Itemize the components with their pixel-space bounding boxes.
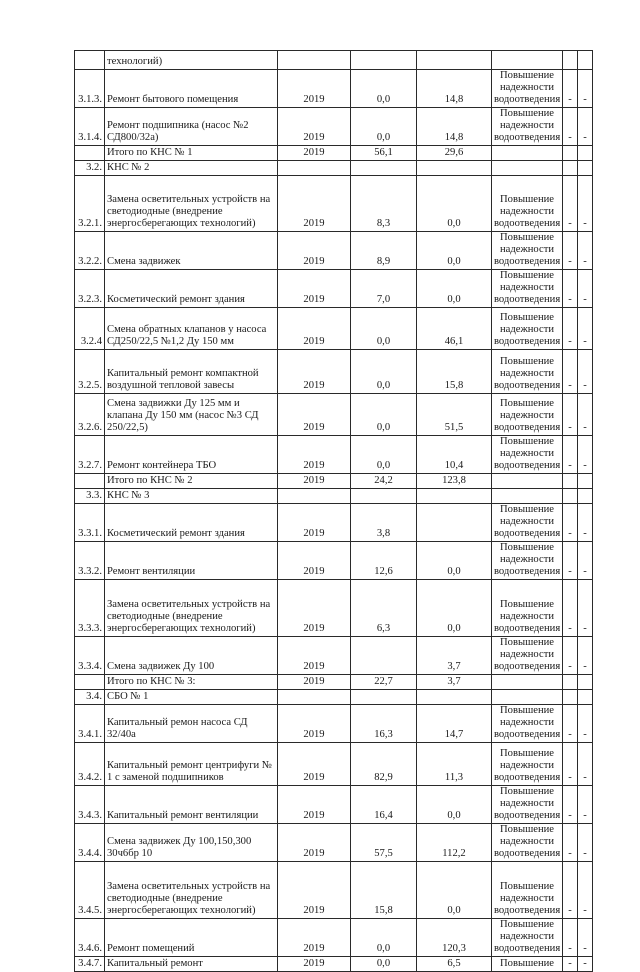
row-flag-1: - xyxy=(563,394,578,436)
row-number xyxy=(75,146,105,161)
row-value-a: 0,0 xyxy=(351,436,417,474)
row-value-a: 0,0 xyxy=(351,957,417,972)
row-goal: Повышение надежности водоотведения xyxy=(492,637,563,675)
row-number: 3.4.7. xyxy=(75,957,105,972)
table-row xyxy=(75,108,593,146)
row-goal xyxy=(492,690,563,705)
row-year xyxy=(278,690,351,705)
row-number: 3.2.5. xyxy=(75,350,105,394)
row-value-a: 0,0 xyxy=(351,308,417,350)
row-value-b: 14,7 xyxy=(417,705,492,743)
row-title: КНС № 2 xyxy=(105,161,278,176)
row-value-a: 8,3 xyxy=(351,176,417,232)
row-value-a: 0,0 xyxy=(351,108,417,146)
row-title: Замена осветительных устройств на светодиодные (внедрение энергосберегающих технологий) xyxy=(105,176,278,232)
row-title: Капитальный ремон насоса СД 32/40а xyxy=(105,705,278,743)
row-flag-2: - xyxy=(578,308,593,350)
row-value-b: 0,0 xyxy=(417,786,492,824)
row-number: 3.2.7. xyxy=(75,436,105,474)
row-number: 3.4.5. xyxy=(75,862,105,919)
row-value-a: 0,0 xyxy=(351,350,417,394)
row-year: 2019 xyxy=(278,862,351,919)
table-row xyxy=(75,270,593,308)
row-value-b xyxy=(417,51,492,70)
row-goal: Повышение надежности водоотведения xyxy=(492,270,563,308)
row-number: 3.4. xyxy=(75,690,105,705)
row-title: Ремонт контейнера ТБО xyxy=(105,436,278,474)
row-value-a: 0,0 xyxy=(351,919,417,957)
row-value-b: 3,7 xyxy=(417,637,492,675)
row-number: 3.4.1. xyxy=(75,705,105,743)
row-flag-1 xyxy=(563,675,578,690)
row-title: Смена задвижек xyxy=(105,232,278,270)
row-year: 2019 xyxy=(278,637,351,675)
row-flag-1 xyxy=(563,161,578,176)
row-value-a: 8,9 xyxy=(351,232,417,270)
row-year: 2019 xyxy=(278,232,351,270)
row-title: Итого по КНС № 3: xyxy=(105,675,278,690)
row-title: Итого по КНС № 2 xyxy=(105,474,278,489)
section-row xyxy=(75,489,593,504)
row-flag-2: - xyxy=(578,176,593,232)
row-title: Капитальный ремонт центрифуги № 1 с заменой подшипников xyxy=(105,743,278,786)
row-value-b: 11,3 xyxy=(417,743,492,786)
investment-table xyxy=(74,50,593,972)
row-flag-1: - xyxy=(563,705,578,743)
row-value-b: 123,8 xyxy=(417,474,492,489)
table-row xyxy=(75,308,593,350)
row-flag-2: - xyxy=(578,637,593,675)
row-goal xyxy=(492,51,563,70)
table-row xyxy=(75,504,593,542)
table-row xyxy=(75,862,593,919)
table-row xyxy=(75,824,593,862)
row-flag-2: - xyxy=(578,957,593,972)
row-goal: Повышение надежности водоотведения xyxy=(492,504,563,542)
row-flag-2: - xyxy=(578,580,593,637)
row-flag-1: - xyxy=(563,232,578,270)
total-row xyxy=(75,146,593,161)
row-flag-1: - xyxy=(563,824,578,862)
row-value-a: 56,1 xyxy=(351,146,417,161)
row-value-b: 0,0 xyxy=(417,862,492,919)
row-year: 2019 xyxy=(278,957,351,972)
table-row xyxy=(75,743,593,786)
table-row xyxy=(75,957,593,972)
row-value-a xyxy=(351,161,417,176)
row-flag-2: - xyxy=(578,542,593,580)
row-flag-2 xyxy=(578,690,593,705)
row-value-b xyxy=(417,161,492,176)
row-flag-1: - xyxy=(563,504,578,542)
row-title: технологий) xyxy=(105,51,278,70)
row-value-a: 0,0 xyxy=(351,394,417,436)
table-row xyxy=(75,705,593,743)
row-flag-1: - xyxy=(563,580,578,637)
row-year xyxy=(278,489,351,504)
row-number xyxy=(75,474,105,489)
row-number: 3.2.6. xyxy=(75,394,105,436)
row-goal: Повышение надежности водоотведения xyxy=(492,436,563,474)
row-flag-2: - xyxy=(578,232,593,270)
row-value-b: 120,3 xyxy=(417,919,492,957)
total-row xyxy=(75,474,593,489)
row-title: Итого по КНС № 1 xyxy=(105,146,278,161)
row-flag-1 xyxy=(563,474,578,489)
table-body xyxy=(75,51,593,972)
row-year: 2019 xyxy=(278,824,351,862)
row-number: 3.2.2. xyxy=(75,232,105,270)
row-value-b: 14,8 xyxy=(417,70,492,108)
row-year: 2019 xyxy=(278,786,351,824)
row-year: 2019 xyxy=(278,705,351,743)
row-goal xyxy=(492,474,563,489)
row-value-a: 12,6 xyxy=(351,542,417,580)
row-year: 2019 xyxy=(278,919,351,957)
row-flag-2: - xyxy=(578,824,593,862)
row-value-b: 112,2 xyxy=(417,824,492,862)
row-flag-2: - xyxy=(578,394,593,436)
row-goal: Повышение надежности водоотведения xyxy=(492,743,563,786)
row-title: Косметический ремонт здания xyxy=(105,504,278,542)
row-title: Смена задвижек Ду 100 xyxy=(105,637,278,675)
row-year xyxy=(278,51,351,70)
section-row xyxy=(75,161,593,176)
row-goal: Повышение надежности водоотведения xyxy=(492,862,563,919)
row-flag-2 xyxy=(578,675,593,690)
row-title: Смена задвижки Ду 125 мм и клапана Ду 150 мм (насос №3 СД 250/22,5) xyxy=(105,394,278,436)
row-flag-2: - xyxy=(578,862,593,919)
row-flag-1: - xyxy=(563,436,578,474)
row-value-a: 7,0 xyxy=(351,270,417,308)
row-flag-2 xyxy=(578,146,593,161)
row-value-a: 0,0 xyxy=(351,70,417,108)
row-title: КНС № 3 xyxy=(105,489,278,504)
row-year xyxy=(278,161,351,176)
row-year: 2019 xyxy=(278,675,351,690)
row-flag-2 xyxy=(578,474,593,489)
row-flag-1: - xyxy=(563,919,578,957)
table-row xyxy=(75,580,593,637)
row-flag-1 xyxy=(563,690,578,705)
row-goal xyxy=(492,489,563,504)
row-value-b xyxy=(417,489,492,504)
row-year: 2019 xyxy=(278,108,351,146)
row-flag-1: - xyxy=(563,957,578,972)
row-flag-2: - xyxy=(578,108,593,146)
row-flag-1: - xyxy=(563,70,578,108)
row-year: 2019 xyxy=(278,146,351,161)
row-value-b: 3,7 xyxy=(417,675,492,690)
row-goal: Повышение xyxy=(492,957,563,972)
row-year: 2019 xyxy=(278,743,351,786)
row-flag-1: - xyxy=(563,862,578,919)
row-year: 2019 xyxy=(278,350,351,394)
row-number: 3.2.1. xyxy=(75,176,105,232)
table-row xyxy=(75,394,593,436)
row-number xyxy=(75,675,105,690)
row-value-a: 82,9 xyxy=(351,743,417,786)
row-number: 3.4.6. xyxy=(75,919,105,957)
row-number: 3.1.4. xyxy=(75,108,105,146)
row-flag-1: - xyxy=(563,786,578,824)
row-flag-2 xyxy=(578,489,593,504)
row-flag-2: - xyxy=(578,504,593,542)
row-title: Капитальный ремонт xyxy=(105,957,278,972)
row-value-a xyxy=(351,637,417,675)
row-title: Смена задвижек Ду 100,150,300 30ч6бр 10 xyxy=(105,824,278,862)
row-year: 2019 xyxy=(278,308,351,350)
row-value-a: 15,8 xyxy=(351,862,417,919)
row-value-b: 14,8 xyxy=(417,108,492,146)
row-value-b: 0,0 xyxy=(417,542,492,580)
row-flag-1: - xyxy=(563,743,578,786)
row-value-b: 29,6 xyxy=(417,146,492,161)
row-flag-1: - xyxy=(563,542,578,580)
row-number: 3.4.2. xyxy=(75,743,105,786)
row-value-a xyxy=(351,690,417,705)
row-value-a: 24,2 xyxy=(351,474,417,489)
row-flag-2: - xyxy=(578,350,593,394)
table-row xyxy=(75,70,593,108)
table-row xyxy=(75,232,593,270)
row-flag-2 xyxy=(578,161,593,176)
row-number: 3.3. xyxy=(75,489,105,504)
row-goal: Повышение надежности водоотведения xyxy=(492,580,563,637)
row-flag-1: - xyxy=(563,350,578,394)
row-goal: Повышение надежности водоотведения xyxy=(492,786,563,824)
section-row xyxy=(75,690,593,705)
row-year: 2019 xyxy=(278,474,351,489)
row-goal: Повышение надежности водоотведения xyxy=(492,824,563,862)
row-title: Ремонт вентиляции xyxy=(105,542,278,580)
row-flag-2: - xyxy=(578,705,593,743)
row-number: 3.4.3. xyxy=(75,786,105,824)
row-flag-2: - xyxy=(578,436,593,474)
table-row xyxy=(75,786,593,824)
row-flag-1: - xyxy=(563,108,578,146)
row-year: 2019 xyxy=(278,394,351,436)
row-value-a: 3,8 xyxy=(351,504,417,542)
row-number: 3.1.3. xyxy=(75,70,105,108)
row-flag-1: - xyxy=(563,176,578,232)
row-value-a: 57,5 xyxy=(351,824,417,862)
row-number: 3.3.2. xyxy=(75,542,105,580)
row-value-b: 0,0 xyxy=(417,176,492,232)
row-flag-1: - xyxy=(563,637,578,675)
row-number: 3.3.3. xyxy=(75,580,105,637)
row-flag-1 xyxy=(563,146,578,161)
row-title: Замена осветительных устройств на светодиодные (внедрение энергосберегающих технологий) xyxy=(105,862,278,919)
row-goal: Повышение надежности водоотведения xyxy=(492,176,563,232)
row-flag-1 xyxy=(563,489,578,504)
row-value-a: 22,7 xyxy=(351,675,417,690)
row-number: 3.4.4. xyxy=(75,824,105,862)
row-value-a: 16,4 xyxy=(351,786,417,824)
row-value-b: 0,0 xyxy=(417,270,492,308)
row-title: Ремонт помещений xyxy=(105,919,278,957)
row-flag-2: - xyxy=(578,270,593,308)
row-title: СБО № 1 xyxy=(105,690,278,705)
row-value-a: 16,3 xyxy=(351,705,417,743)
row-flag-1: - xyxy=(563,308,578,350)
row-year: 2019 xyxy=(278,436,351,474)
row-goal: Повышение надежности водоотведения xyxy=(492,350,563,394)
row-flag-2: - xyxy=(578,743,593,786)
row-year: 2019 xyxy=(278,504,351,542)
row-value-b xyxy=(417,504,492,542)
row-goal xyxy=(492,161,563,176)
row-value-b: 0,0 xyxy=(417,232,492,270)
row-value-a xyxy=(351,489,417,504)
row-title: Капитальный ремонт вентиляции xyxy=(105,786,278,824)
row-year: 2019 xyxy=(278,542,351,580)
row-value-b: 6,5 xyxy=(417,957,492,972)
row-goal: Повышение надежности водоотведения xyxy=(492,542,563,580)
row-value-b: 0,0 xyxy=(417,580,492,637)
row-flag-2: - xyxy=(578,70,593,108)
row-flag-1: - xyxy=(563,270,578,308)
row-value-b: 46,1 xyxy=(417,308,492,350)
row-year: 2019 xyxy=(278,176,351,232)
table-row xyxy=(75,436,593,474)
row-flag-2 xyxy=(578,51,593,70)
row-value-a xyxy=(351,51,417,70)
row-title: Ремонт бытового помещения xyxy=(105,70,278,108)
row-number: 3.2.4 xyxy=(75,308,105,350)
row-goal: Повышение надежности водоотведения xyxy=(492,70,563,108)
row-goal: Повышение надежности водоотведения xyxy=(492,919,563,957)
row-number: 3.2. xyxy=(75,161,105,176)
row-goal: Повышение надежности водоотведения xyxy=(492,232,563,270)
row-value-b: 10,4 xyxy=(417,436,492,474)
row-year: 2019 xyxy=(278,70,351,108)
row-goal: Повышение надежности водоотведения xyxy=(492,394,563,436)
row-number: 3.3.1. xyxy=(75,504,105,542)
row-title: Ремонт подшипника (насос №2 СД800/32а) xyxy=(105,108,278,146)
row-flag-2: - xyxy=(578,919,593,957)
table-row xyxy=(75,350,593,394)
total-row xyxy=(75,675,593,690)
row-number: 3.3.4. xyxy=(75,637,105,675)
row-title: Косметический ремонт здания xyxy=(105,270,278,308)
row-value-b xyxy=(417,690,492,705)
table-row xyxy=(75,919,593,957)
row-year: 2019 xyxy=(278,580,351,637)
table-row xyxy=(75,542,593,580)
row-goal: Повышение надежности водоотведения xyxy=(492,705,563,743)
row-flag-1 xyxy=(563,51,578,70)
row-number xyxy=(75,51,105,70)
row-goal: Повышение надежности водоотведения xyxy=(492,308,563,350)
row-year: 2019 xyxy=(278,270,351,308)
row-value-a: 6,3 xyxy=(351,580,417,637)
row-title: Капитальный ремонт компактной воздушной тепловой завесы xyxy=(105,350,278,394)
row-number: 3.2.3. xyxy=(75,270,105,308)
row-goal xyxy=(492,146,563,161)
row-title: Замена осветительных устройств на светодиодные (внедрение энергосберегающих технологий) xyxy=(105,580,278,637)
row-title: Смена обратных клапанов у насоса СД250/22,5 №1,2 Ду 150 мм xyxy=(105,308,278,350)
table-row xyxy=(75,637,593,675)
table-row xyxy=(75,176,593,232)
row-goal: Повышение надежности водоотведения xyxy=(492,108,563,146)
continuation-row xyxy=(75,51,593,70)
row-goal xyxy=(492,675,563,690)
row-value-b: 51,5 xyxy=(417,394,492,436)
row-flag-2: - xyxy=(578,786,593,824)
row-value-b: 15,8 xyxy=(417,350,492,394)
